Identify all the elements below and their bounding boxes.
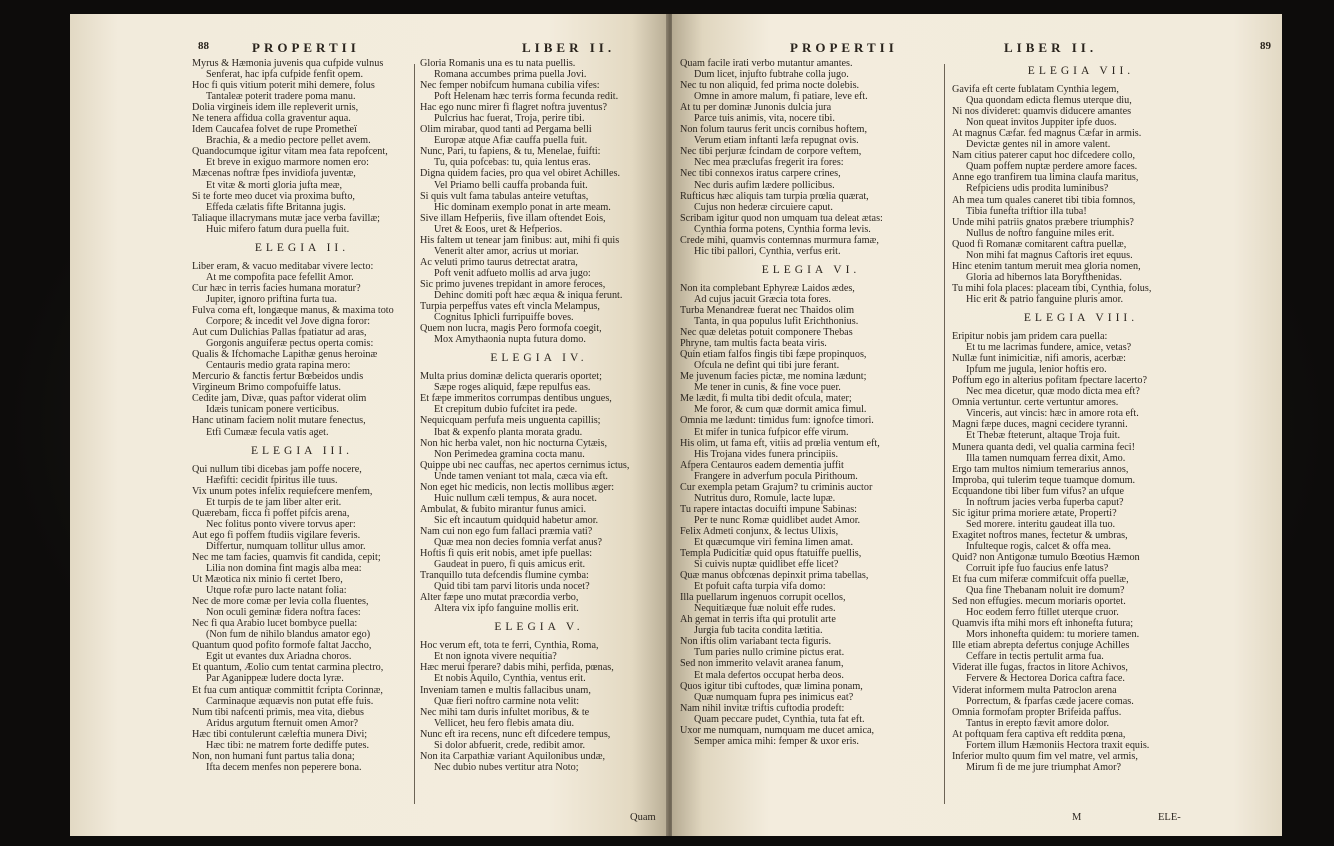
running-head-left-b: LIBER II. bbox=[522, 40, 616, 55]
verse-line: Ah mea tum quales caneret tibi tibia fomnos, bbox=[952, 194, 1136, 206]
verse-line: Hic erit & patrio fanguine pluris amor. bbox=[966, 293, 1124, 305]
verse-line: Cynthia forma potens, Cynthia forma levis. bbox=[694, 223, 871, 235]
verse-line: Rufticus hæc aliquis tam turpia prœlia quærat, bbox=[680, 190, 869, 202]
verse-line: Gloria ad hibernos lata Boryfthenidas. bbox=[966, 271, 1122, 283]
verse-line: Ad cujus jacuit Græcia tota fores. bbox=[694, 293, 831, 305]
verse-line: Phryne, tam multis facta beata viris. bbox=[680, 338, 827, 350]
catchword-left: Quam bbox=[630, 812, 656, 823]
verse-line: Sic primo juvenes trepidant in amore feroces, bbox=[420, 278, 606, 290]
verse-line: Illa tamen numquam ferrea dixit, Amo. bbox=[966, 452, 1126, 464]
verse-line: Non Perimedea gramina cocta manu. bbox=[434, 448, 585, 460]
verse-line: Hac ego nunc mirer fi flagret noftra juventus? bbox=[420, 102, 607, 114]
verse-line: Non iftis olim variabant tecta figuris. bbox=[680, 636, 832, 648]
verse-line: Quem non lucra, magis Pero formofa coegit, bbox=[420, 323, 602, 335]
verse-line: Me juvenum facies pictæ, me nomina lædunt; bbox=[680, 371, 867, 383]
verse-line: Ofcula ne defint qui tibi jure ferant. bbox=[694, 360, 840, 372]
verse-line: Ipfum me jugula, lenior hoftis ero. bbox=[966, 364, 1107, 376]
page-number-left: 88 bbox=[198, 40, 209, 52]
verse-line: Fulva coma eft, longæque manus, & maxima toto bbox=[192, 304, 394, 316]
verse-line: Anne ego tranfirem tua limina claufa maritus, bbox=[952, 172, 1139, 184]
verse-line: Ecquandone tibi liber fum vifus? an ufque bbox=[952, 485, 1125, 497]
verse-line: Myrus & Hæmonia juvenis qua cufpide vulnus bbox=[192, 58, 384, 69]
verse-line: Et pofuit cafta turpia vifa domo: bbox=[694, 581, 826, 593]
left-column-b bbox=[420, 58, 658, 836]
verse-line: Improba, qui tulerim teque tuamque domum. bbox=[952, 474, 1136, 486]
verse-line: Liber eram, & vacuo meditabar vivere lecto: bbox=[192, 260, 374, 272]
signature-mark: M bbox=[1072, 812, 1082, 823]
verse-line: Non ita Carpathiæ variant Aquilonibus undæ, bbox=[420, 750, 606, 762]
verse-line: At magnus Cæfar. fed magnus Cæfar in armis. bbox=[952, 128, 1142, 140]
verse-line: Europæ atque Afiæ cauffa puella fuit. bbox=[434, 135, 588, 147]
verse-line: Huic nullum cæli tempus, & aura nocet. bbox=[434, 492, 597, 504]
verse-line: Nequitiæque fuæ noluit effe rudes. bbox=[694, 603, 836, 615]
verse-line: Ah gemat in terris ifta qui protulit arte bbox=[680, 614, 836, 626]
right-page bbox=[672, 14, 1282, 836]
verse-line: Tibia funefta triftior illa tuba! bbox=[966, 205, 1087, 217]
verse-line: Cedite jam, Divæ, quas paftor viderat olim bbox=[192, 393, 367, 405]
verse-line: Quæ numquam fupra pes inimicus eat? bbox=[694, 691, 854, 703]
verse-line: Et quæcumque viri femina limen amat. bbox=[694, 536, 853, 548]
verse-line: Nam cui non ego fum fallaci præmia vati? bbox=[420, 525, 593, 537]
verse-line: Nec mea dicetur, quæ modo dicta mea eft? bbox=[966, 386, 1140, 398]
verse-line: Cujus non hederæ circuiere caput. bbox=[694, 201, 833, 213]
elegy-heading: ELEGIA IV. bbox=[490, 352, 588, 365]
verse-line: Sed morere. interitu gaudeat illa tuo. bbox=[966, 518, 1116, 530]
elegy-heading: ELEGIA III. bbox=[250, 444, 354, 457]
column-rule bbox=[944, 64, 945, 804]
verse-line: Turba Menandreæ fuerat nec Thaidos olim bbox=[680, 304, 854, 316]
verse-line: Egit ut evantes dux Ariadna choros. bbox=[206, 651, 352, 663]
catchword-right: ELE- bbox=[1158, 812, 1181, 823]
verse-line: Magni fæpe duces, magni cecidere tyranni. bbox=[952, 419, 1128, 431]
verse-line: Pulcrius hac fuerat, Troja, perire tibi. bbox=[434, 113, 585, 125]
verse-line: Parce tuis animis, vita, nocere tibi. bbox=[694, 113, 835, 125]
verse-line: Ni nos divideret: quamvis diducere amantes bbox=[952, 106, 1132, 118]
verse-line: Ne tenera affidua colla graventur aqua. bbox=[192, 113, 351, 125]
verse-line: Illa puellarum ingenuos corrupit ocellos, bbox=[680, 592, 846, 604]
verse-line: Qua fine Thebanam noluit ire domum? bbox=[966, 585, 1125, 597]
verse-line: Et turpis de te jam liber alter erit. bbox=[206, 496, 342, 508]
verse-line: Hoc verum eft, tota te ferri, Cynthia, Roma, bbox=[420, 640, 599, 652]
verse-line: Nec de more comæ per levia colla fluentes, bbox=[192, 596, 369, 608]
verse-line: Hoc fi quis vitium poterit mihi demere, folus bbox=[192, 80, 375, 92]
verse-line: Quandocumque igitur vitam mea fata repofcent, bbox=[192, 146, 388, 158]
verse-line: Gorgonis anguiferæ pectus operta comis: bbox=[206, 338, 374, 350]
verse-line: Virgineum Brimo compofuiffe latus. bbox=[192, 382, 341, 394]
verse-line: Omnia vertuntur. certe vertuntur amores. bbox=[952, 397, 1119, 409]
verse-line: Templa Pudicitiæ quid opus ftatuiffe puellis, bbox=[680, 548, 862, 560]
verse-line: Nunc, Pari, tu fapiens, & tu, Menelae, fuifti: bbox=[420, 146, 601, 158]
verse-line: Fervere & Hectorea Dorica caftra face. bbox=[966, 673, 1125, 685]
verse-line: Olim mirabar, quod tanti ad Pergama belli bbox=[420, 124, 592, 136]
verse-line: Munera quanta dedi, vel qualia carmina feci! bbox=[952, 441, 1136, 453]
verse-line: Non folum taurus ferit uncis cornibus hoftem, bbox=[680, 124, 868, 136]
verse-line: Non eget hic medicis, non lectis mollibus æger: bbox=[420, 481, 615, 493]
verse-line: Nutritus duro, Romule, lacte lupæ. bbox=[694, 492, 836, 504]
elegy-heading: ELEGIA II. bbox=[254, 241, 350, 254]
verse-line: Et tu me lacrimas fundere, amice, vetas? bbox=[966, 342, 1132, 354]
running-head-right-b: LIBER II. bbox=[1004, 40, 1098, 55]
verse-line: Unde mihi patriis gnatos præbere triumphis? bbox=[952, 216, 1134, 228]
verse-line: In noftrum jacies verba fuperba caput? bbox=[966, 496, 1124, 508]
verse-line: Ergo tam multos nimium temerarius annos, bbox=[952, 463, 1129, 475]
elegy-heading: ELEGIA V. bbox=[494, 621, 584, 634]
verse-line: Gloria Romanis una es tu nata puellis. bbox=[420, 58, 576, 69]
verse-line: Hoc eodem ferro ftillet uterque cruor. bbox=[966, 607, 1119, 619]
verse-line: Lilia non domina fint magis alba mea: bbox=[206, 563, 362, 575]
verse-line: Ceffare in tectis pertulit arma fua. bbox=[966, 651, 1104, 663]
verse-line: Hanc utinam faciem nolit mutare fenectus, bbox=[192, 415, 366, 427]
verse-line: Fortem illum Hæmoniis Hectora traxit equis. bbox=[966, 739, 1150, 751]
verse-line: Vel Priamo belli cauffa probanda fuit. bbox=[434, 179, 588, 191]
verse-line: Afpera Centauros eadem dementia juffit bbox=[680, 459, 844, 471]
verse-line: Quamvis ifta mihi mors eft inhonefta futura; bbox=[952, 618, 1134, 630]
verse-line: Hæc tibi contulerunt cæleftia munera Divi; bbox=[192, 728, 368, 740]
verse-line: Nequicquam perfufa meis unguenta capillis; bbox=[420, 415, 601, 427]
verse-line: Nam nihil invitæ triftis cuftodia prodeft: bbox=[680, 702, 845, 714]
verse-line: Et vitæ & morti gloria jufta meæ, bbox=[206, 179, 343, 191]
verse-line: Mirum fi de me jure triumphat Amor? bbox=[966, 761, 1122, 773]
verse-line: Sive illam Hefperiis, five illam oftendet Eois, bbox=[420, 212, 606, 224]
verse-line: Si te forte meo ducet via proxima bufto, bbox=[192, 190, 355, 202]
open-book bbox=[70, 14, 1282, 836]
verse-line: Carminaque æquævis non putat effe fuis. bbox=[206, 695, 374, 707]
verse-line: Idæis tunicam ponere verticibus. bbox=[206, 404, 339, 416]
verse-line: Effeda cælatis fifte Britanna jugis. bbox=[206, 201, 346, 213]
verse-line: Poft venit adfueto mollis ad arva jugo: bbox=[434, 267, 591, 279]
verse-line: Differtur, numquam tollitur ullus amor. bbox=[206, 540, 366, 552]
verse-line: Ac veluti primo taurus detrectat aratra, bbox=[420, 256, 578, 268]
verse-line: Uxor me numquam, numquam me ducet amica, bbox=[680, 724, 875, 736]
verse-line: Omnia formofam propter Brifeida paffus. bbox=[952, 706, 1122, 718]
verse-line: Felix Admeti conjunx, & lectus Ulixis, bbox=[680, 525, 839, 537]
verse-line: Centauris medio grata rapina mero: bbox=[206, 360, 351, 372]
verse-line: Et nobis Aquilo, Cynthia, ventus erit. bbox=[434, 673, 586, 685]
verse-line: Tu mihi fola places: placeam tibi, Cynthia, folus, bbox=[952, 282, 1152, 294]
verse-line: Me tener in cunis, & fine voce puer. bbox=[694, 382, 841, 394]
column-rule bbox=[414, 64, 415, 804]
verse-line: Nec dubio nubes vertitur atra Noto; bbox=[434, 761, 579, 773]
verse-line: Porrectum, & fparfas cæde jacere comas. bbox=[966, 695, 1134, 707]
verse-line: Cur hæc in terris facies humana moratur? bbox=[192, 282, 361, 294]
verse-line: Mercurio & fanctis fertur Bœbeidos undis bbox=[192, 371, 364, 383]
running-head-right-a: PROPERTII bbox=[790, 40, 898, 55]
verse-line: Quam facile irati verbo mutantur amantes. bbox=[680, 58, 853, 69]
verse-line: Nullus de noftro fanguine miles erit. bbox=[966, 227, 1115, 239]
verse-line: Quos igitur tibi cuftodes, quæ limina ponam, bbox=[680, 680, 863, 692]
verse-line: Viderat ille fugas, fractos in litore Achivos, bbox=[952, 662, 1128, 674]
verse-line: Senferat, hac ipfa cufpide fenfit opem. bbox=[206, 69, 363, 81]
left-page bbox=[70, 14, 668, 836]
verse-line: Nec mihi tam duris infultet moribus, & te bbox=[420, 706, 590, 718]
verse-line: Si quis vult fama tabulas anteire vetuftas, bbox=[420, 190, 589, 202]
verse-line: Cognitus Iphicli furripuiffe boves. bbox=[434, 312, 574, 324]
verse-line: Non oculi geminæ fidera noftra faces: bbox=[206, 607, 361, 619]
verse-line: Hoftis fi quis erit nobis, amet ipfe puellas: bbox=[420, 548, 593, 560]
verse-line: Aut cum Dulichias Pallas fpatiatur ad aras, bbox=[192, 327, 367, 339]
verse-line: Nec femper nobifcum humana cubilia vifes: bbox=[420, 80, 600, 92]
verse-line: Quantum quod pofito formofe faltat Jaccho, bbox=[192, 640, 372, 652]
left-column-a bbox=[192, 58, 412, 836]
verse-line: Ut Mæotica nix minio fi certet Ibero, bbox=[192, 574, 343, 586]
verse-line: Mors inhonefta quidem: tu moriere tamen. bbox=[966, 629, 1140, 641]
verse-line: Gaudeat in puero, fi quis amicus erit. bbox=[434, 559, 586, 571]
right-column-b bbox=[952, 58, 1210, 836]
verse-line: Non ita complebant Ephyreæ Laidos ædes, bbox=[680, 282, 855, 294]
verse-line: Vix unum potes infelix requiefcere menfem, bbox=[192, 485, 373, 497]
verse-line: Hic tibi pallori, Cynthia, verfus erit. bbox=[694, 245, 841, 257]
verse-line: Hic dominam exemplo ponat in arte meam. bbox=[434, 201, 611, 213]
verse-line: Vellicet, heu fero flebis amata diu. bbox=[434, 717, 575, 729]
verse-line: Dehinc domiti poft hæc æqua & iniqua ferunt. bbox=[434, 289, 623, 301]
verse-line: Turpia perpeffus vates eft vincla Melampus, bbox=[420, 301, 600, 313]
verse-line: (Non fum de nihilo blandus amator ego) bbox=[206, 629, 371, 641]
verse-line: Inferior multo quum fim vel matre, vel armis, bbox=[952, 750, 1138, 762]
verse-line: Non hic herba valet, non hic nocturna Cytæis, bbox=[420, 437, 608, 449]
verse-line: Poffum ego in alterius pofitam fpectare lacerto? bbox=[952, 375, 1147, 387]
verse-line: Venerit alter amor, acrius ut moriar. bbox=[434, 245, 579, 257]
verse-line: His olim, ut fama eft, vitiis ad prœlia ventum eft, bbox=[680, 437, 880, 449]
verse-line: Frangere in adverfum pocula Pirithoum. bbox=[694, 470, 858, 482]
verse-line: Quid? non Antigonæ tumulo Bœotius Hæmon bbox=[952, 551, 1140, 563]
verse-line: Ibat & expenfo planta morata gradu. bbox=[434, 426, 583, 438]
verse-line: Qua quondam edicta flemus uterque diu, bbox=[966, 95, 1132, 107]
verse-line: Et non ignota vivere nequitia? bbox=[434, 651, 557, 663]
verse-line: Romana accumbes prima puella Jovi. bbox=[434, 69, 587, 81]
verse-line: Infulteque rogis, calcet & offa mea. bbox=[966, 540, 1111, 552]
verse-line: Et breve in exiguo marmore nomen ero: bbox=[206, 157, 369, 169]
verse-line: Sæpe roges aliquid, fæpe repulfus eas. bbox=[434, 382, 591, 394]
verse-line: Hinc etenim tantum meruit mea gloria nomen, bbox=[952, 260, 1141, 272]
page-number-right: 89 bbox=[1260, 40, 1271, 52]
verse-line: Nunc eft ira recens, nunc eft difcedere tempus, bbox=[420, 728, 611, 740]
verse-line: Si dolor abfuerit, crede, redibit amor. bbox=[434, 739, 586, 751]
verse-line: Me foror, & cum quæ dormit amica fimul. bbox=[694, 404, 867, 416]
verse-line: Crede mihi, quamvis contemnas murmura famæ, bbox=[680, 234, 879, 246]
verse-line: Hæfifti: cecidit fpiritus ille tuus. bbox=[206, 474, 338, 486]
verse-line: Tum paries nullo crimine pictus erat. bbox=[694, 647, 845, 659]
verse-line: Ifta decem menfes non peperere bona. bbox=[206, 761, 362, 773]
verse-line: Dum licet, injufto fubtrahe colla jugo. bbox=[694, 69, 849, 81]
verse-line: Et crepitum dubio fufcitet ira pede. bbox=[434, 404, 578, 416]
verse-line: Verum etiam inftanti læfa repugnat ovis. bbox=[694, 135, 859, 147]
verse-line: Tanta, in qua populus lufit Erichthonius. bbox=[694, 316, 859, 328]
verse-line: Nec quæ deletas potuit componere Thebas bbox=[680, 327, 853, 339]
verse-line: Non queat invitos Juppiter ipfe duos. bbox=[966, 117, 1117, 129]
verse-line: Huic mifero fatum dura puella fuit. bbox=[206, 223, 350, 235]
verse-line: Et mala defertos occupat herba deos. bbox=[694, 669, 844, 681]
verse-line: Tranquillo tuta defcendis flumine cymba: bbox=[420, 570, 589, 582]
verse-line: Num tibi nafcenti primis, mea vita, diebus bbox=[192, 706, 365, 718]
verse-line: Non mihi fat magnus Caftoris iret equus. bbox=[966, 249, 1133, 261]
right-column-a bbox=[680, 58, 942, 836]
verse-line: At poftquam fera captiva eft reddita pœna, bbox=[952, 728, 1126, 740]
verse-line: Multa prius dominæ delicta queraris oportet; bbox=[420, 371, 602, 383]
verse-line: Hæc merui fperare? dabis mihi, perfida, pœnas, bbox=[420, 662, 614, 674]
verse-line: Aut ego fi poffem ftudiis vigilare feveris. bbox=[192, 529, 361, 541]
verse-line: Mox Amythaonia nupta futura domo. bbox=[434, 334, 586, 346]
elegy-heading: ELEGIA VIII. bbox=[1023, 311, 1139, 324]
verse-line: Quæ fieri noftro carmine nota velit: bbox=[434, 695, 580, 707]
verse-line: Inveniam tamen e multis fallacibus unam, bbox=[420, 684, 591, 696]
verse-line: Et fua cum antiquæ committit fcripta Corinnæ, bbox=[192, 684, 383, 696]
verse-line: Quippe ubi nec cauffas, nec apertos cernimus ictus, bbox=[420, 459, 630, 471]
verse-line: Idem Caucafea folvet de rupe Prometheï bbox=[192, 124, 357, 136]
verse-line: Nec tibi connexos iratus carpere crines, bbox=[680, 168, 841, 180]
verse-line: Qualis & Ifchomache Lapithæ genus heroinæ bbox=[192, 349, 378, 361]
verse-line: Exagitet noftros manes, fectetur & umbras, bbox=[952, 529, 1128, 541]
verse-line: Non, non humani funt partus talia dona; bbox=[192, 750, 355, 762]
verse-line: Altera vix ipfo fanguine mollis erit. bbox=[434, 603, 579, 615]
verse-line: Per te nunc Romæ quidlibet audet Amor. bbox=[694, 514, 861, 526]
verse-line: Qui nullum tibi dicebas jam poffe nocere, bbox=[192, 463, 362, 475]
verse-line: Tantaleæ poterit tradere poma manu. bbox=[206, 91, 356, 103]
verse-line: Si cuivis nuptæ quidlibet effe licet? bbox=[694, 559, 839, 571]
verse-line: Nec tu non aliquid, fed prima nocte dolebis. bbox=[680, 80, 860, 92]
verse-line: Nec duris aufim lædere pollicibus. bbox=[694, 179, 835, 191]
verse-line: Sed non immerito velavit aranea fanum, bbox=[680, 658, 844, 670]
running-head-left: PROPERTII bbox=[252, 40, 360, 55]
verse-line: His faltem ut tenear jam finibus: aut, mihi fi quis bbox=[420, 234, 620, 246]
verse-line: Nec folitus ponto vivere torvus aper: bbox=[206, 518, 356, 530]
verse-line: Nec fi qua Arabio lucet bombyce puella: bbox=[192, 618, 358, 630]
verse-line: Brachia, & a medio pectore pellet avem. bbox=[206, 135, 371, 147]
verse-line: Refpiciens udis prodita luminibus? bbox=[966, 183, 1109, 195]
verse-line: Quærebam, ficca fi poffet pifcis arena, bbox=[192, 507, 350, 519]
verse-line: Viderat informem multa Patroclon arena bbox=[952, 684, 1117, 696]
verse-line: Dolia virgineis idem ille repleverit urnis, bbox=[192, 102, 359, 114]
verse-line: Quam poffem nuptæ perdere amore faces. bbox=[966, 161, 1138, 173]
verse-line: Et mifer in tunica fufpicor effe virum. bbox=[694, 426, 849, 438]
verse-line: Par Aganippeæ ludere docta lyræ. bbox=[206, 673, 344, 685]
verse-line: Quæ mea non decies fomnia verfat anus? bbox=[434, 536, 603, 548]
verse-line: Jurgia fub tacita condita lætitia. bbox=[694, 625, 823, 637]
verse-line: Sed non effugies. mecum moriaris oportet. bbox=[952, 596, 1126, 608]
verse-line: Nec tibi perjuræ fcindam de corpore veftem, bbox=[680, 146, 862, 158]
verse-line: Utque rofæ puro lacte natant folia: bbox=[206, 585, 347, 597]
verse-line: Sic igitur prima moriere ætate, Properti? bbox=[952, 507, 1117, 519]
verse-line: Et Thebæ fteterunt, altaque Troja fuit. bbox=[966, 430, 1121, 442]
elegy-heading: ELEGIA VI. bbox=[761, 263, 861, 276]
verse-line: Gavifa eft certe fublatam Cynthia legem, bbox=[952, 84, 1119, 96]
verse-line: Tantus in erepto fævit amore dolor. bbox=[966, 717, 1110, 729]
verse-line: Et quantum, Æolio cum tentat carmina plectro, bbox=[192, 662, 384, 674]
verse-line: Vinceris, aut vincis: hæc in amore rota eft. bbox=[966, 408, 1139, 420]
verse-line: Digna quidem facies, pro qua vel obiret Achilles. bbox=[420, 168, 621, 180]
verse-line: Nullæ funt inimicitiæ, nifi amoris, acerbæ: bbox=[952, 353, 1127, 365]
verse-line: Nec me tam facies, quamvis fit candida, cepit; bbox=[192, 551, 381, 563]
verse-line: Poft Helenam hæc terris forma fecunda redit. bbox=[434, 91, 619, 103]
verse-line: Alter fæpe uno mutat præcordia verbo, bbox=[420, 592, 579, 604]
verse-line: His Trojana vides funera principiis. bbox=[694, 448, 839, 460]
verse-line: Eripitur nobis jam pridem cara puella: bbox=[952, 331, 1108, 343]
verse-line: Sic eft incautum quidquid habetur amor. bbox=[434, 514, 599, 526]
verse-line: Nam citius paterer caput hoc difcedere collo, bbox=[952, 150, 1136, 162]
verse-line: Me lædit, fi multa tibi dedit ofcula, mater; bbox=[680, 393, 852, 405]
verse-line: Quod fi Romanæ comitarent caftra puellæ, bbox=[952, 238, 1127, 250]
verse-line: Nec mea præclufas fregerit ira fores: bbox=[694, 157, 844, 169]
verse-line: Quid tibi tam parvi litoris unda nocet? bbox=[434, 581, 590, 593]
verse-line: Et fæpe immeritos corrumpas dentibus ungues, bbox=[420, 393, 612, 405]
verse-line: Etfi Cumææ fecula vatis aget. bbox=[206, 426, 329, 438]
verse-line: Scribam igitur quod non umquam tua deleat ætas: bbox=[680, 212, 883, 224]
verse-line: Omnia me lædunt: timidus fum: ignofce timori. bbox=[680, 415, 874, 427]
verse-line: Uret & Eoos, uret & Hefperios. bbox=[434, 223, 563, 235]
verse-line: Omne in amore malum, fi patiare, leve eft. bbox=[694, 91, 868, 103]
verse-line: Unde tamen veniant tot mala, cæca via eft. bbox=[434, 470, 608, 482]
elegy-heading: ELEGIA VII. bbox=[1027, 65, 1135, 77]
verse-line: Quam peccare pudet, Cynthia, tuta fat eft. bbox=[694, 713, 865, 725]
verse-line: Tu, quia pofcebas: tu, quia lentus eras. bbox=[434, 157, 591, 169]
verse-line: At me compofita pace fefellit Amor. bbox=[206, 271, 354, 283]
verse-line: Tu rapere intactas docuifti impune Sabinas: bbox=[680, 503, 858, 515]
verse-line: Quæ manus obfcœnas depinxit prima tabellas, bbox=[680, 570, 869, 582]
verse-line: Ille etiam abrepta defertus conjuge Achilles bbox=[952, 640, 1130, 652]
verse-line: Quin etiam falfos fingis tibi fæpe propinquos, bbox=[680, 349, 867, 361]
verse-line: Mæcenas noftræ fpes invidiofa juventæ, bbox=[192, 168, 356, 180]
verse-line: Jupiter, ignoro priftina furta tua. bbox=[206, 293, 337, 305]
verse-line: Corpore; & incedit vel Jove digna foror: bbox=[206, 316, 371, 328]
verse-line: Devictæ gentes nil in amore valent. bbox=[966, 139, 1111, 151]
verse-line: Ambulat, & fubito mirantur funus amici. bbox=[420, 503, 587, 515]
verse-line: Cur exempla petam Grajum? tu criminis auctor bbox=[680, 481, 873, 493]
verse-line: Aridus argutum fternuit omen Amor? bbox=[206, 717, 359, 729]
verse-line: At tu per dominæ Junonis dulcia jura bbox=[680, 102, 832, 114]
verse-line: Taliaque illacrymans mutæ jace verba favillæ; bbox=[192, 212, 380, 224]
verse-line: Hæc tibi: ne matrem forte dediffe putes. bbox=[206, 739, 370, 751]
verse-line: Corruit ipfe fuo faucius enfe latus? bbox=[966, 563, 1109, 575]
verse-line: Semper amica mihi: femper & uxor eris. bbox=[694, 735, 859, 747]
verse-line: Et fua cum miferæ commifcuit offa puellæ, bbox=[952, 574, 1129, 586]
